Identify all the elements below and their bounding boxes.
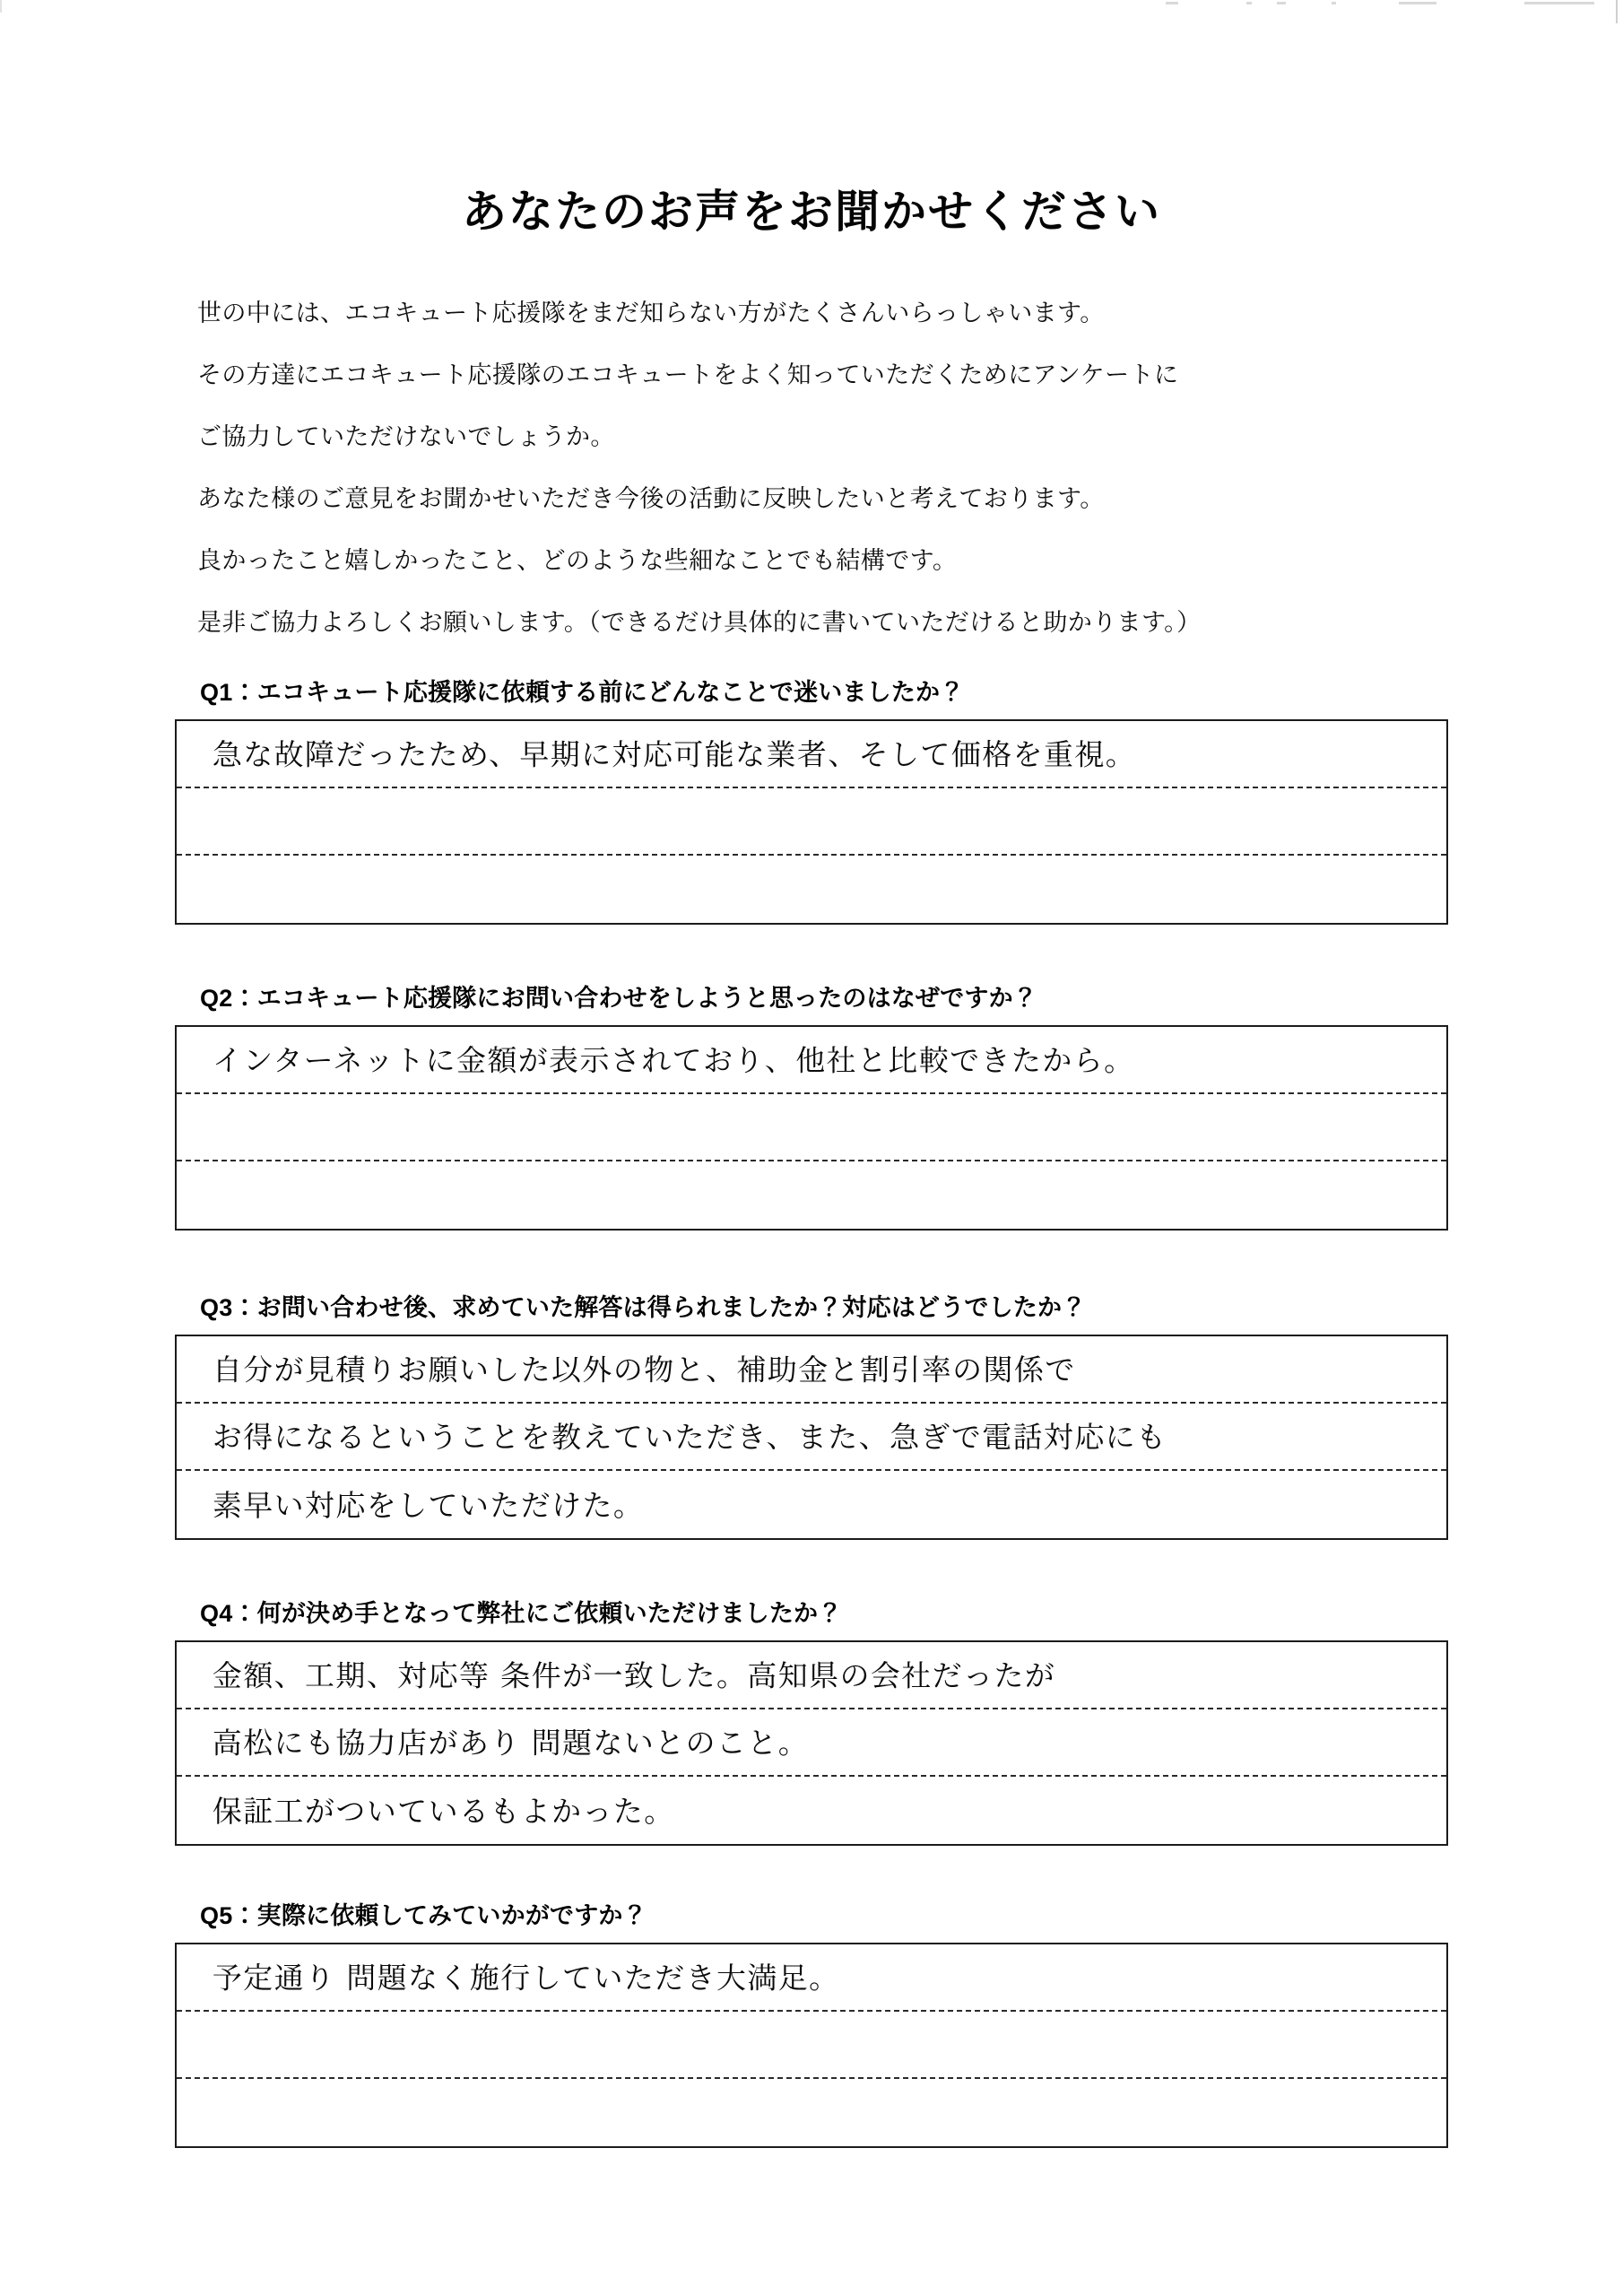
question-label-q4: Q4：何が決め手となって弊社にご依頼いただけましたか？ (200, 1600, 843, 1627)
answer-row[interactable] (177, 1777, 1446, 1844)
question-label-q1: Q1：エコキュート応援隊に依頼する前にどんなことで迷いましたか？ (200, 679, 965, 706)
handwritten-answer-text: 金額、工期、対応等 条件が一致した。高知県の会社だったが (212, 1659, 1056, 1693)
handwritten-answer-text: 予定通り 問題なく施行していただき大満足。 (212, 1961, 840, 1996)
answer-row[interactable] (177, 721, 1446, 788)
answer-box-q2[interactable] (175, 1025, 1448, 1231)
handwriting-line (177, 1642, 1446, 1708)
answer-box-q4[interactable] (175, 1640, 1448, 1846)
handwritten-answer-text: 保証工がついているもよかった。 (212, 1793, 675, 1830)
handwritten-answer-text: 自分が見積りお願いした以外の物と、補助金と割引率の関係で (212, 1353, 1076, 1387)
answer-row[interactable] (177, 2012, 1446, 2079)
answer-row[interactable] (177, 1404, 1446, 1471)
intro-line: 是非ご協力よろしくお願いします。（できるだけ具体的に書いていただけると助かります。） (197, 609, 1202, 636)
question-label-q5: Q5：実際に依頼してみていかがですか？ (200, 1902, 647, 1929)
intro-line: その方達にエコキュート応援隊のエコキュートをよく知っていただくためにアンケートに (197, 361, 1179, 388)
question-block-q5 (175, 1896, 1448, 2148)
answer-row[interactable] (177, 1709, 1446, 1777)
handwritten-answer-text: 素早い対応をしていただけた。 (212, 1487, 645, 1524)
handwriting-line (177, 1336, 1446, 1402)
answer-box-q3[interactable] (175, 1335, 1448, 1540)
answer-row[interactable] (177, 2079, 1446, 2146)
handwritten-answer-text: 高松にも協力店があり 問題ないとのこと。 (212, 1726, 810, 1761)
question-block-q3 (175, 1288, 1448, 1540)
question-label-q2: Q2：エコキュート応援隊にお問い合わせをしようと思ったのはなぜですか？ (200, 985, 1038, 1012)
handwriting-line (177, 1094, 1446, 1160)
page-title: あなたのお声をお聞かせください (462, 187, 1161, 237)
answer-row[interactable] (177, 1094, 1446, 1161)
answer-row[interactable] (177, 1944, 1446, 2012)
question-block-q1 (175, 673, 1448, 925)
answer-row[interactable] (177, 1642, 1446, 1709)
handwriting-line (177, 1404, 1446, 1469)
handwriting-line (177, 721, 1446, 787)
handwritten-answer-text: 急な故障だったため、早期に対応可能な業者、そして価格を重視。 (212, 738, 1137, 772)
handwritten-answer-text: お得になるということを教えていただき、また、急ぎで電話対応にも (212, 1421, 1167, 1455)
question-block-q4 (175, 1594, 1448, 1846)
handwriting-line (177, 2012, 1446, 2077)
handwriting-line (177, 2079, 1446, 2146)
handwriting-line (177, 788, 1446, 854)
handwriting-line (177, 1471, 1446, 1538)
answer-row[interactable] (177, 788, 1446, 856)
answer-row[interactable] (177, 1161, 1446, 1229)
intro-line: ご協力していただけないでしょうか。 (197, 423, 615, 450)
handwriting-line (177, 1944, 1446, 2010)
intro-line: 世の中には、エコキュート応援隊をまだ知らない方がたくさんいらっしゃいます。 (197, 300, 1105, 326)
answer-box-q5[interactable] (175, 1943, 1448, 2148)
intro-line: 良かったこと嬉しかったこと、どのような些細なことでも結構です。 (197, 547, 958, 574)
handwritten-answer-text: インターネットに金額が表示されており、他社と比較できたから。 (212, 1044, 1135, 1078)
answer-row[interactable] (177, 856, 1446, 923)
question-block-q2 (175, 978, 1448, 1231)
answer-row[interactable] (177, 1027, 1446, 1094)
handwriting-line (177, 1161, 1446, 1229)
handwriting-line (177, 856, 1446, 923)
handwriting-line (177, 1709, 1446, 1775)
question-label-q3: Q3：お問い合わせ後、求めていた解答は得られましたか？対応はどうでしたか？ (200, 1294, 1087, 1321)
answer-row[interactable] (177, 1471, 1446, 1538)
handwriting-line (177, 1027, 1446, 1092)
intro-line: あなた様のご意見をお聞かせいただき今後の活動に反映したいと考えております。 (197, 485, 1105, 512)
handwriting-line (177, 1777, 1446, 1844)
answer-box-q1[interactable] (175, 719, 1448, 925)
answer-row[interactable] (177, 1336, 1446, 1404)
intro-paragraph (197, 301, 1448, 635)
